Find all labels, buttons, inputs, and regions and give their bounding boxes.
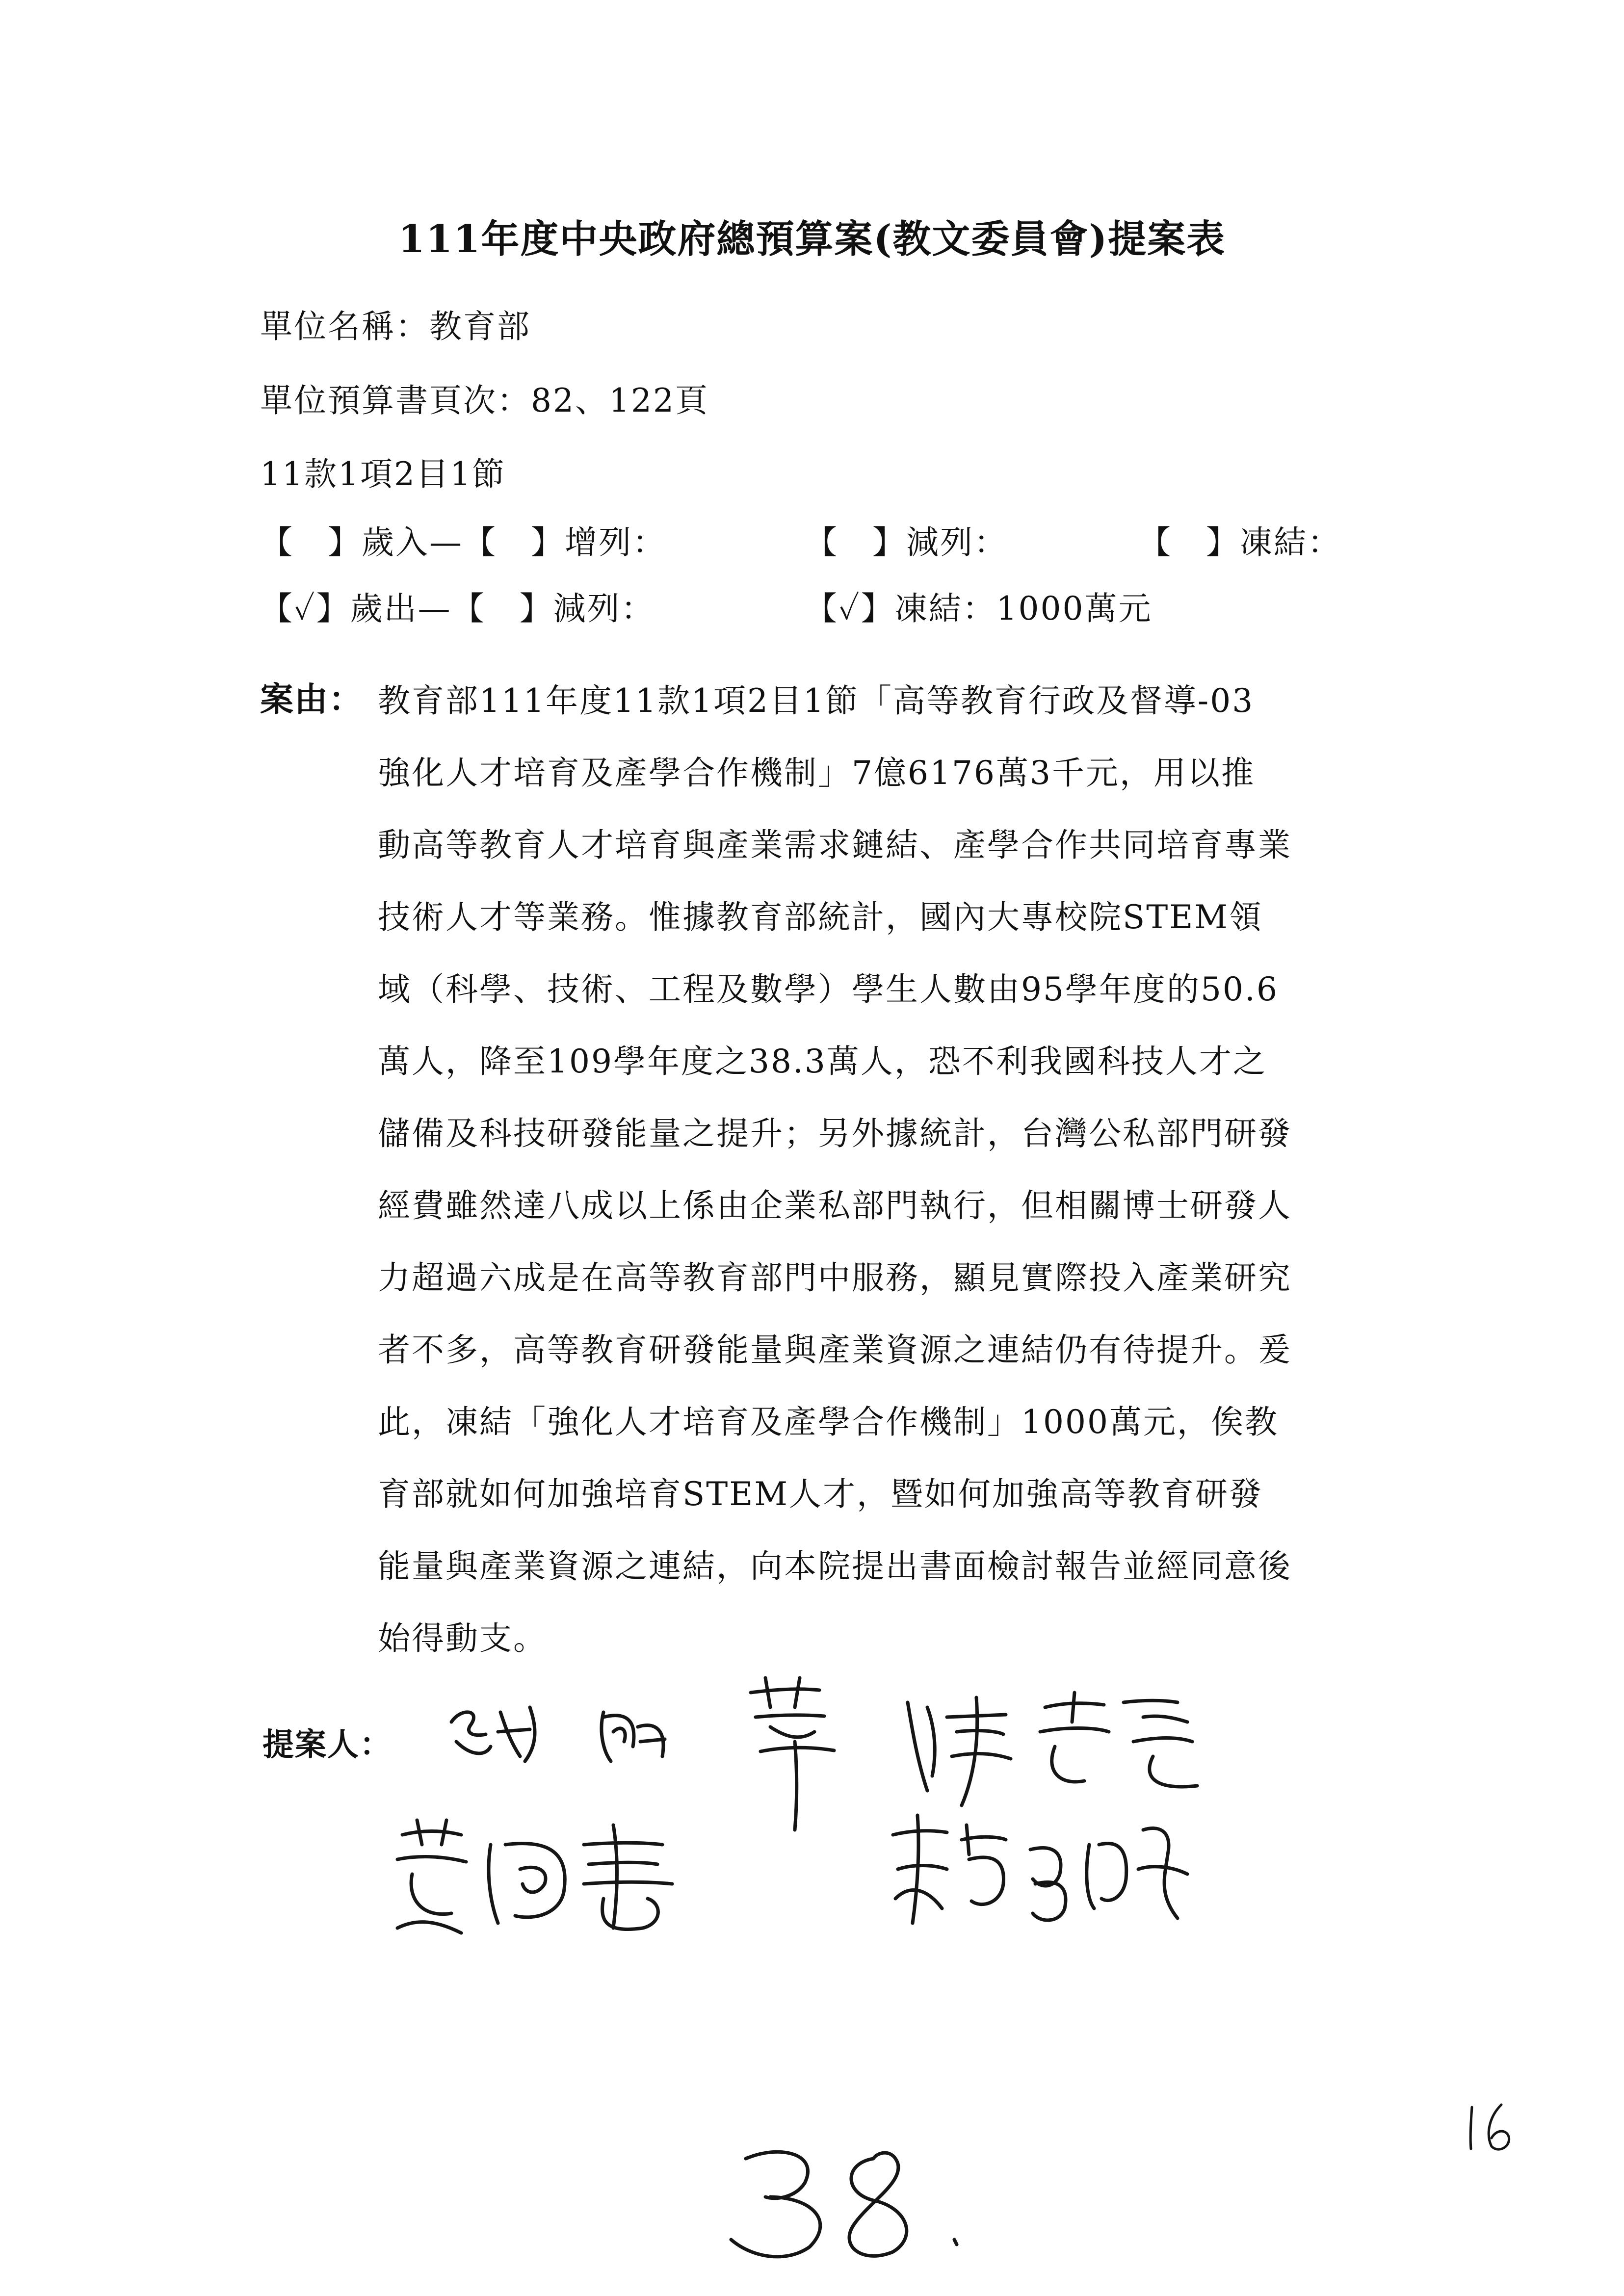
signature-5 — [883, 1810, 1197, 1938]
handwritten-number-38 — [711, 2139, 986, 2267]
reason-line: 力超過六成是在高等教育部門中服務，顯見實際投入產業研究 — [378, 1259, 1292, 1297]
reason-line: 教育部111年度11款1項2目1節「高等教育行政及督導-03 — [378, 682, 1255, 720]
reason-line: 儲備及科技研發能量之提升；另外據統計，台灣公私部門研發 — [378, 1115, 1292, 1152]
reason-line: 能量與產業資源之連結，向本院提出書面檢討報告並經同意後 — [378, 1547, 1292, 1585]
reason-line: 育部就如何加強培育STEM人才，暨如何加強高等教育研發 — [378, 1475, 1263, 1513]
handwritten-page-mark-16 — [1462, 2100, 1521, 2159]
reason-line: 動高等教育人才培育與產業需求鏈結、產學合作共同培育專業 — [378, 826, 1292, 864]
reason-line: 此，凍結「強化人才培育及產學合作機制」1000萬元，俟教 — [378, 1403, 1279, 1441]
reason-line: 始得動支。 — [378, 1619, 547, 1657]
budget-section: 11款1項2目1節 — [260, 455, 506, 493]
proposer-label: 提案人： — [262, 1726, 392, 1763]
reason-line: 萬人，降至109學年度之38.3萬人，恐不利我國科技人才之 — [378, 1043, 1267, 1080]
reason-line: 者不多，高等教育研發能量與產業資源之連結仍有待提升。爰 — [378, 1331, 1292, 1369]
document-title: 111年度中央政府總預算案(教文委員會)提案表 — [398, 217, 1226, 261]
unit-name: 單位名稱：教育部 — [260, 308, 531, 345]
option-revenue-decrease: 【 】減列： — [805, 523, 1008, 561]
signature-1 — [442, 1688, 726, 1771]
reason-label: 案由： — [260, 680, 364, 719]
signature-2 — [741, 1673, 859, 1850]
budget-pages: 單位預算書頁次：82、122頁 — [260, 382, 709, 419]
signature-3 — [898, 1688, 1212, 1815]
reason-line: 經費雖然達八成以上係由企業私部門執行，但相關博士研發人 — [378, 1187, 1292, 1225]
option-expenditure-freeze: 【✓】凍結：1000萬元 — [805, 590, 1153, 627]
reason-line: 技術人才等業務。惟據教育部統計，國內大專校院STEM領 — [378, 898, 1263, 936]
option-expenditure-decrease: 【✓】歲出—【 】減列： — [260, 590, 655, 627]
reason-line: 域（科學、技術、工程及數學）學生人數由95學年度的50.6 — [378, 970, 1279, 1008]
reason-line: 強化人才培育及產學合作機制」7億6176萬3千元，用以推 — [378, 754, 1255, 792]
option-revenue-increase: 【 】歲入—【 】增列： — [260, 523, 666, 561]
signature-4 — [388, 1815, 741, 1943]
option-revenue-freeze: 【 】凍結： — [1138, 523, 1341, 561]
